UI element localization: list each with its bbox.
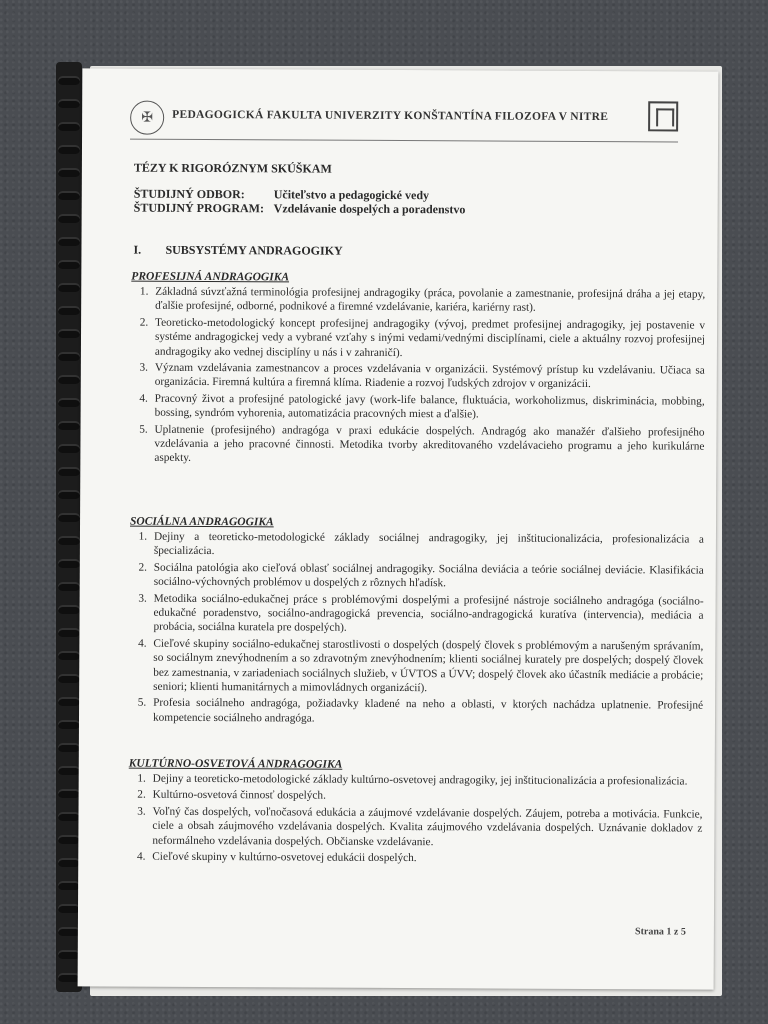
binding-ring (58, 467, 80, 476)
list-item: 4. Cieľové skupiny sociálno-edukačnej starostlivosti o dospelých (dospelý človek s problémovým a narušeným správaním, so sociálnym znevýhodnením a so zdravotným znevýhodnením; klienti sociálnej kurately pre dospelých; dospelý človek bez zamestnania, v zariadeniach sociálnych služieb, v ÚVTOS a ÚVV; dospelý človek ako účastník mediácie a probácie; seniori; klienti humanitárnych a mimovládnych organizácií). (149, 637, 703, 698)
section-title: SUBSYSTÉMY ANDRAGOGIKY (165, 242, 343, 258)
binding-ring (58, 582, 80, 591)
section-heading (133, 243, 342, 259)
binding-ring (58, 743, 80, 752)
binding-ring (58, 904, 80, 913)
meta-label: ŠTUDIJNÝ ODBOR: (133, 186, 245, 202)
binding-ring (58, 605, 80, 614)
meta-value: Učiteľstvo a pedagogické vedy (273, 187, 430, 203)
binding-ring (58, 536, 80, 545)
list-item: 2. Kultúrno-osvetová činnosť dospelých. (149, 788, 703, 805)
document-page (78, 68, 719, 989)
binding-ring (58, 306, 80, 315)
list-kulturno (128, 772, 702, 869)
subsection-title-profesijna: PROFESIJNÁ ANDRAGOGIKA (131, 270, 290, 284)
list-item: 2. Sociálna patológia ako cieľová oblasť sociálnej andragogiky. Sociálna deviácia a teórie sociálnej deviácie. Klasifikácia sociálno-výchovných problémov u dospelých z rôznych hľadísk. (150, 561, 704, 593)
subsection-title-socialna: SOCIÁLNA ANDRAGOGIKA (130, 515, 274, 529)
binding-ring (58, 720, 80, 729)
binding-ring (58, 697, 80, 706)
binding-ring (58, 835, 80, 844)
list-item: 3. Význam vzdelávania zamestnancov a proces vzdelávania v organizácii. Systémový prístup ku vzdelávaniu. Učiaca sa organizácia. Firemná kultúra a firemná klíma. Riadenie a rozvoj ľudských zdrojov v organizácii. (151, 361, 705, 393)
binding-ring (58, 812, 80, 821)
binding-ring (58, 260, 80, 269)
list-item: 3. Voľný čas dospelých, voľnočasová edukácia a záujmové vzdelávanie dospelých. Záujem, potreba a motivácia. Funkcie, ciele a obsah záujmového vzdelávania dospelých. Kvalita záujmového vzdelávania dospelých. Uznávanie dokladov z neformálneho vzdelávania dospelých. Občianske vzdelávanie. (148, 805, 702, 851)
list-item: 5. Uplatnenie (profesijného) andragóga v praxi edukácie dospelých. Andragóg ako manažér ďalšieho profesijného vzdelávania a jeho pracovné činnosti. Metodika tvorby akreditovaného vzdelávacieho programu a jeho kurikulárne aspekty. (150, 422, 704, 468)
faculty-logo-icon (648, 101, 678, 131)
binding-ring (58, 122, 80, 131)
binding-ring (58, 398, 80, 407)
binding-ring (58, 99, 80, 108)
header-title: PEDAGOGICKÁ FAKULTA UNIVERZITY KONŠTANTÍNA FILOZOFA V NITRE (172, 108, 609, 124)
list-item: 3. Metodika sociálno-edukačnej práce s problémovými dospelými a profesijné nástroje sociálneho andragóga (sociálno-edukačné poradenstvo, sociálno-andragogická prevencia, sociálno-andragogická kuratíva (intervencia), mediácia a probácia, sociálna kuratela pre dospelých). (149, 591, 703, 637)
binding-ring (58, 559, 80, 568)
list-item: 1. Dejiny a teoreticko-metodologické základy kultúrno-osvetovej andragogiky, jej inštitucionalizácia a profesionalizácia. (149, 772, 703, 789)
binding-ring (58, 237, 80, 246)
binding-ring (58, 513, 80, 522)
page-number: Strana 1 z 5 (635, 926, 686, 938)
binding-ring (58, 145, 80, 154)
binding-ring (58, 329, 80, 338)
list-item: 2. Teoreticko-metodologický koncept profesijnej andragogiky (vývoj, predmet profesijnej andragogiky, jej postavenie v systéme andragogickej vedy a vybrané vzťahy s inými vedami/vednými disciplínami, ciele a aktuálny rozvoj profesijnej andragogiky ako vednej disciplíny u nás i v zahraničí). (151, 316, 705, 362)
binding-ring (58, 651, 80, 660)
list-item: 1. Dejiny a teoreticko-metodologické základy sociálnej andragogiky, jej inštitucionalizácia, profesionalizácia a špecializácia. (150, 530, 704, 562)
binding-ring (58, 950, 80, 959)
binding-ring (58, 444, 80, 453)
list-item: 1. Základná súvzťažná terminológia profesijnej andragogiky (práca, povolanie a zamestnanie, profesijná dráha a jej etapy, ďalšie profesijné, odborné, podnikové a firemné vzdelávanie, kariéra, kariérny rast). (151, 285, 705, 317)
list-profesijna (130, 285, 705, 471)
subsection-title-kulturno: KULTÚRNO-OSVETOVÁ ANDRAGOGIKA (128, 757, 343, 771)
binding-ring (58, 927, 80, 936)
page-header (130, 99, 678, 143)
list-item: 4. Cieľové skupiny v kultúrno-osvetovej edukácii dospelých. (148, 850, 702, 867)
university-seal-icon: ✠ (130, 101, 164, 135)
meta-field-program (134, 201, 466, 218)
binding-ring (58, 789, 80, 798)
binding-ring (58, 191, 80, 200)
meta-value: Vzdelávanie dospelých a poradenstvo (273, 201, 466, 217)
list-item: 5. Profesia sociálneho andragóga, požiadavky kladené na neho a oblasti, v ktorých nachádza uplatnenie. Profesijné kompetencie sociálneho andragóga. (149, 696, 703, 728)
binding-ring (58, 490, 80, 499)
binding-ring (58, 766, 80, 775)
binding-ring (58, 375, 80, 384)
binding-ring (58, 628, 80, 637)
binding-ring (58, 881, 80, 890)
list-socialna (129, 530, 704, 730)
binding-ring (58, 858, 80, 867)
meta-label: ŠTUDIJNÝ PROGRAM: (133, 200, 265, 216)
binding-ring (58, 76, 80, 85)
binding-ring (58, 421, 80, 430)
list-item: 4. Pracovný život a profesijné patologické javy (work-life balance, fluktuácia, workoholizmus, diskriminácia, mobbing, bossing, syndróm vyhorenia, automatizácia pracovných miest a ďalšie). (151, 392, 705, 424)
binding-ring (58, 283, 80, 292)
binding-ring (58, 352, 80, 361)
thesis-title: TÉZY K RIGORÓZNYM SKÚŠKAM (133, 160, 332, 176)
binding-ring (58, 214, 80, 223)
binding-ring (58, 168, 80, 177)
binding-ring (58, 674, 80, 683)
section-number: I. (133, 242, 142, 257)
